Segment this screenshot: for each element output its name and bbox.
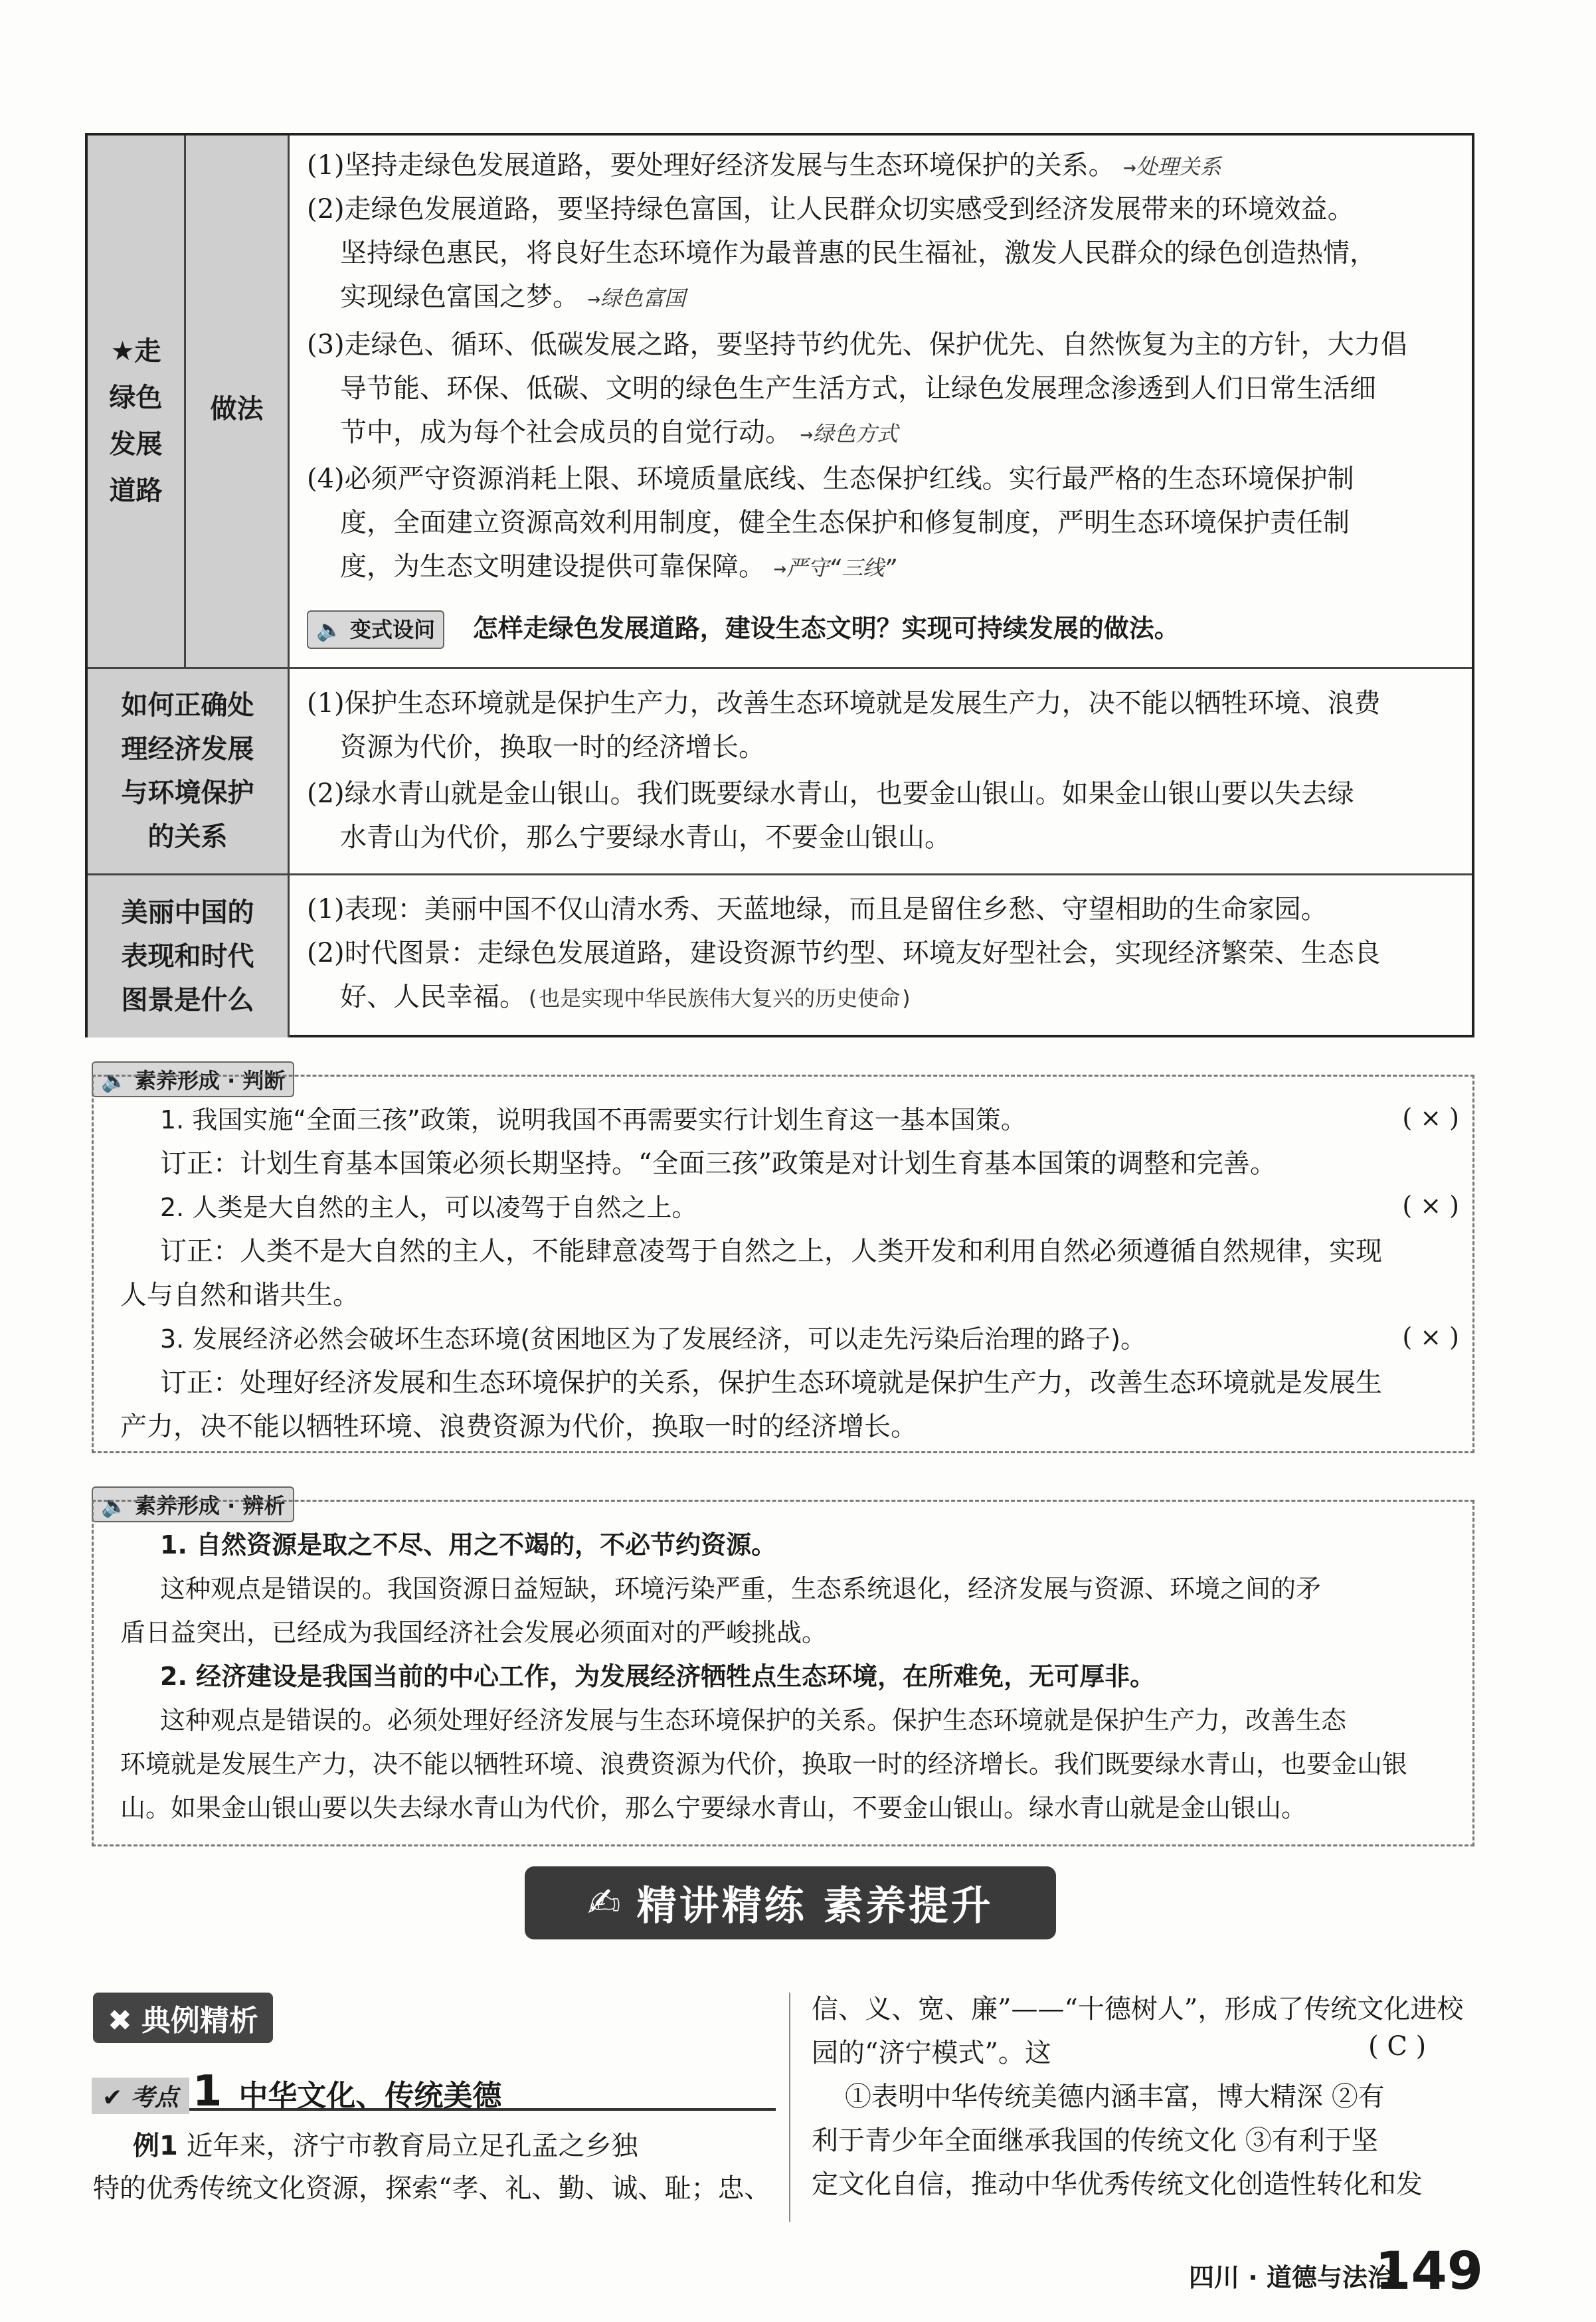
judge-fix: 人与自然和谐共生。 [120,1280,359,1310]
row2-label: 如何正确处 理经济发展 与环境保护 的关系 [88,669,290,873]
example-option: ①表明中华传统美德内涵丰富，博大精深 ②有 [845,2082,1385,2112]
analyze-tag: 🔈 素养形成 · 辨析 [92,1486,294,1522]
example-line: 特的优秀传统文化资源，探索“孝、礼、勤、诚、耻；忠、 [93,2173,771,2204]
method-line: (3)走绿色、循环、低碳发展之路，要坚持节约优先、保护优先、自然恢复为主的方针，大力倡 [307,329,1407,360]
example-option: 定文化自信，推动中华优秀传统文化创造性转化和发 [812,2169,1423,2200]
analyze-answer: 这种观点是错误的。我国资源日益短缺，环境污染严重，生态系统退化，经济发展与资源、环境之间的矛 [160,1574,1322,1603]
analyze-question: 1. 自然资源是取之不尽、用之不竭的，不必节约资源。 [160,1530,777,1560]
column-divider [789,1993,790,2222]
method-line: 度，全面建立资源高效利用制度，健全生态保护和修复制度，严明生态环境保护责任制 [340,507,1350,538]
section-banner: ✍ 精讲精练 素养提升 [525,1866,1056,1939]
topic-cell [88,135,186,667]
example-option: 利于青少年全面继承我国的传统文化 ③有利于坚 [812,2125,1378,2156]
annotation: →绿色方式 [800,421,898,446]
method-line: 实现绿色富国之梦。 →绿色富国 [340,282,685,312]
method-line: 度，为生态文明建设提供可靠保障。 →严守“三线” [340,551,897,582]
example-label: 例1 [133,2131,178,2161]
kaodian-header [92,2067,776,2116]
page-number: 149 [1375,2242,1483,2301]
analyze-question: 2. 经济建设是我国当前的中心工作，为发展经济牺牲点生态环境，在所难免，无可厚非。 [160,1662,1156,1691]
method-line: (2)走绿色发展道路，要坚持绿色富国，让人民群众切实感受到经济发展带来的环境效益。 [307,194,1354,224]
row3-line: (2)时代图景：走绿色发展道路，建设资源节约型、环境友好型社会，实现经济繁荣、生态良 [307,938,1381,968]
variant-question-row [307,610,1180,649]
method-line: 坚持绿色惠民，将良好生态环境作为最普惠的民生福祉，激发人民群众的绿色创造热情， [340,238,1376,268]
annotation: →严守“三线” [773,555,897,580]
analyze-answer: 这种观点是错误的。必须处理好经济发展与生态环境保护的关系。保护生态环境就是保护生产力，改善生态 [160,1706,1347,1735]
example-line: 例1 近年来，济宁市教育局立足孔孟之乡独 [133,2131,638,2161]
judge-fix: 订正：人类不是大自然的主人，不能肆意凌驾于自然之上，人类开发和利用自然必须遵循自然规律，实现 [160,1236,1382,1267]
method-label: 做法 [210,394,264,424]
analyze-answer: 山。如果金山银山要以失去绿水青山为代价，那么宁要绿水青山，不要金山银山。绿水青山就是金山银山。 [120,1793,1307,1823]
example-answer: ( C ) [1368,2031,1427,2062]
method-line: 节中，成为每个社会成员的自觉行动。 →绿色方式 [340,417,898,448]
kaodian-tag: ✔ 考点 [92,2078,189,2114]
method-cell [186,135,290,667]
judge-question: 1. 我国实施“全面三孩”政策，说明我国不再需要实行计划生育这一基本国策。 [160,1105,1026,1134]
judge-fix: 订正：计划生育基本国策必须长期坚持。“全面三孩”政策是对计划生育基本国策的调整和完善。 [160,1148,1277,1179]
example-line: 园的“济宁模式”。这 [812,2038,1051,2068]
row2-line: 水青山为代价，那么宁要绿水青山，不要金山银山。 [340,822,951,853]
cross-icon: ✖ [108,2004,132,2038]
row-divider [88,873,1472,875]
judge-mark: ( × ) [1402,1322,1459,1352]
pen-icon: ✍ [587,1880,624,1926]
method-line: 导节能、环保、低碳、文明的绿色生产生活方式，让绿色发展理念渗透到人们日常生活细 [340,373,1376,404]
annotation: (也是实现中华民族伟大复兴的历史使命) [526,986,913,1011]
judge-question: 3. 发展经济必然会破坏生态环境(贫困地区为了发展经济，可以走先污染后治理的路子)。 [160,1324,1146,1354]
topic-line: 道路 [109,476,163,506]
method-line: (4)必须严守资源消耗上限、环境质量底线、生态保护红线。实行最严格的生态环境保护制 [307,464,1354,494]
row3-label: 美丽中国的 表现和时代 图景是什么 [88,875,290,1037]
topic-line: 绿色 [109,383,163,413]
row-divider [88,667,1472,669]
row3-line: (1)表现：美丽中国不仅山清水秀、天蓝地绿，而且是留住乡愁、守望相助的生命家园。 [307,894,1328,925]
analyze-box [92,1500,1474,1846]
analyze-answer: 盾日益突出，已经成为我国经济社会发展必须面对的严峻挑战。 [120,1618,828,1647]
variant-question: 怎样走绿色发展道路，建设生态文明？实现可持续发展的做法。 [472,614,1180,643]
judge-mark: ( × ) [1402,1103,1459,1132]
judge-fix: 订正：处理好经济发展和生态环境保护的关系，保护生态环境就是保护生产力，改善生态环境就是发展生 [160,1368,1382,1398]
row2-line: 资源为代价，换取一时的经济增长。 [340,732,765,762]
topic-line: 发展 [109,429,163,460]
knowledge-table [85,133,1474,1037]
row2-line: (1)保护生态环境就是保护生产力，改善生态环境就是发展生产力，决不能以牺牲环境、浪费 [307,688,1381,719]
judge-box [92,1075,1474,1453]
analyze-answer: 环境就是发展生产力，决不能以牺牲环境、浪费资源为代价，换取一时的经济增长。我们既要绿水青山，也要金山银 [120,1749,1408,1779]
row3-line: 好、人民幸福。(也是实现中华民族伟大复兴的历史使命) [340,982,913,1012]
kaodian-title: 中华文化、传统美德 [238,2079,502,2113]
kaodian-number: 1 [192,2067,222,2116]
annotation: →绿色富国 [587,286,685,311]
judge-mark: ( × ) [1402,1191,1459,1220]
annotation: →处理关系 [1123,154,1221,179]
variant-tag: 🔈 变式设问 [307,610,444,649]
topic-line: ★走 [110,336,161,367]
footer-label: 四川 · 道德与法治 [1189,2263,1393,2292]
example-section-tag: ✖ 典例精析 [93,1993,273,2043]
judge-question: 2. 人类是大自然的主人，可以凌驾于自然之上。 [160,1193,697,1222]
judge-tag: 🔈 素养形成 · 判断 [92,1061,294,1097]
row2-line: (2)绿水青山就是金山银山。我们既要绿水青山，也要金山银山。如果金山银山要以失去绿 [307,778,1354,809]
judge-fix: 产力，决不能以牺牲环境、浪费资源为代价，换取一时的经济增长。 [120,1411,917,1442]
example-line: 信、义、宽、廉”——“十德树人”，形成了传统文化进校 [812,1994,1464,2024]
method-line: (1)坚持走绿色发展道路，要处理好经济发展与生态环境保护的关系。 →处理关系 [307,150,1221,181]
